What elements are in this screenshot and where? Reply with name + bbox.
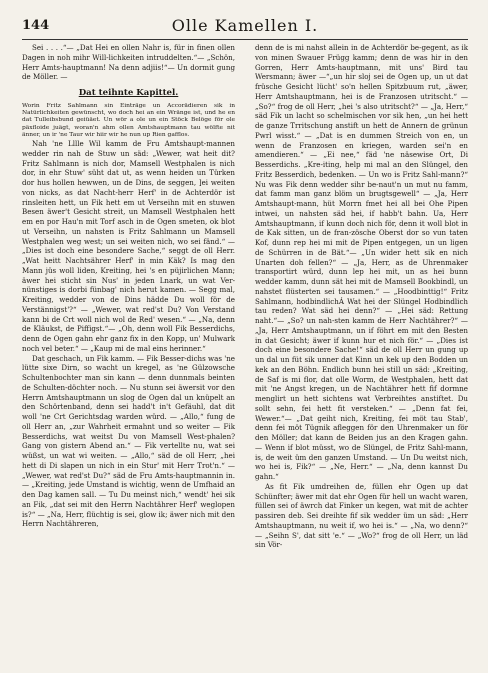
chapter-intro: Worin Fritz Sahlmann sin Einträge un Accorädieren sik in Natürlichkeiten gewünscht, wo doch hei an ein Wränge ist, und he en dat Tulleibsbund geiüäet. Un wör a ole un ein Stöck Belöge för ole päxfloide juägt, woran'n ahm ollen Amtshauptmann tau wölfte nit änner, un ir 'ne Taur wir hiir wir he nun up Rien gafflos. — [22, 102, 235, 138]
running-title: Olle Kamellen I. — [171, 16, 319, 35]
page-number: 144 — [22, 18, 50, 33]
paragraph: Nah 'ne Lllle Wil kamm de Fru Amtshaupt-mannen wedder rin nah de Stuw un säd: „Wewer, wat heit dit? Fritz Sahlmann is nich dor, Mamsell Westphalen is nich dor, in ehr Stuw' süht dat ut, as wenn heiden un Türken dor hus hollen hewwen, un de Dins, de seggen, ]ei weiten von nicks, as dat Nacht-herr Herf' in de Achterdör ist rinsleiten hett, un Fik hett em ut Verseihn mit en stuwen Besen äwer't Gesicht streit, un Mamsell Westphalen hett em en por Hau'n mit Torf asch in de Ogen smeten, ok blot ut Verseihn, un nahsten is Fritz Sahlmann un Mamsell Westphalen weg west; un sei weiten nich, wo sei fänd.“ — „Dies ist doch eine besondere Sache,“ seggt de oll Herr. „Wat heitt Nachtsährer Herf' in min Käk? Is mag den Mann jüs woll liden, Kreiting, hei 's en püjirlichen Mann; äwer hei sticht sin Nus' in jeden Lnark, un wat Ver-nünstiges is dorbi fünbag' nich herut kamen. — Segg mal, Kreiting, wedder von de Dins hädde Du woll för de Verstännigst'?“ — „Wewer, wat red'st Du? Von Verstand kann bi de Crt woll nich wol de Red' wesen.“ — „Na, denn de Kläukst, de Piffigst.“— „Oh, denn woll Fik Besserdichs, denn de Ogen gahn ehr ganz fix in den Kopp, un' Mulwark noch vel beter.“ — „Kaup mi de mal eins herinner.“ — [22, 139, 235, 353]
right-column — [255, 43, 468, 550]
paragraph: denn de is mi nahst allein in de Achterdör be-gegent, as ik von minen Swauer Frügg kamm; denn de was hir in den Gorren, Herr Amts-hauptmann, mit uns' Bird tau Wersmann; äwer —“„un hir sloj sei de Ogen up, un ut dat früsche Gesicht lücht' so'n hellen Spitzbuum rut, „äwer, Herr Amtshauptmann, hei is de Franzosen utritscht.“ — „So?“ frog de oll Herr, „hei 's also utritscht?“ — „Ja, Herr,“ säd Fik un lacht so schelmischen vor sik hen, „un hei hett de ganze Trritschung anstift un hett de Annern de grünun Pwrl wisst.“ — „Dat is en dummen Streich von en, un wenn de Franzosen en kriegen, warden sei'n en amendieren.“ — „Ei nee,“ fäd 'ne näsewise Ort, Di Besserdichs. „Kre-iting, help mi mal an den Slüngel, den Fritz Besserdich, bedenken. — Un wo is Fritz Sahl-mann?“ Nu was Fik denn wedder sihr be-naut'n un mut nu famm, dat famm man ganz blöm un brugtsgewell“ — „Ja, Herr Amtshaupt-mann, hüt Morrn fmet hei all bei Ohe Pipen intwei, un nahsten säd hei, if habb't bahn. Ua, Herr Amtshauptmann, if kunn doch nich för, denn it woll blot in de Kak sitten, un de fran-zösche Oberst dor so vun taten Kof, dunn rep hei mi mit de Pipen entgegen, un un ligen de Schürren in de Bät.“— „Un wider hett sik en nich Unarten doh fellen?“ — „Ja, Herr, as de Uhrenmaker transportirt würd, dunn lep hei mit, un as hei bunn wedder kamm, dunn sät hei mit de Mamsell Bookbindl, un nahstet flüsterten sei tausamen.“ — „Hoodbinttig!“ Fritz Sahlmann, hodbindlichÁ Wat hei der Slüngel Hodbindlich tau reden? Wat säd hei denn?“ — „Hei säd: Rettung naht.“— „So? un nah-sten kamm de Herr Nachtährer?“ — „Ja, Herr Amtshauptmann, un if föhrt em mit den Besten in dat Gesicht; äwer if kunn hur et nich för.“ — „Dies ist doch eine besondere Sache!“ säd de oll Herr un gung up un dal un füt sik unner dat Kinn un kek up den Bodden un kek an den Böhn. Endlich bunn hei still un säd: „Kreiting, de Saf is mi flor, dat olle Worm, de Westphalen, hett dat mit 'ne Angst kregen, un de Nachtährer hett fif dormne menglirt un hett sichtens wat Verbreihtes anstiftet. Du sollt sehn, fei hett fit versteken.“ — „Denn fat fei, Wewer.“— „Dat geiht nich, Kreiting, fei möt tau Stab', denn fei möt Tügnik afleggen för den Uhrenmaker un för den Möller; dat kann de Beiden jus an den Kragen gahn. — Wenn if blot müsst, wo de Slüngel, de Fritz Sahl-mann, is, de weit üm den ganzen Umstand. — Un Du weitst nich, wo hei is, Fik?“ — „Ne, Herr.“ — „Na, denn kannst Du gahn.“ — [255, 43, 468, 481]
page-header — [22, 16, 468, 38]
paragraph: As fit Fik umdreihen de, füllen ehr Ogen up dat Schünfter; äwer mit dat ehr Ogen für hell un wacht waren, füllen sei of äwrch dat Finker un kegen, wat mit de achter passiren deb. Sei dreihte fif sik wedder üm un säd: „Herr Amtshauptmann, nu weit if, wo hei is.“ — „Na, wo denn?“ — „Seihn S', dat sitt 'e.“ — „Wo?“ frog de oll Herr, un läd sin Vör- — [255, 481, 468, 550]
left-column — [22, 43, 235, 529]
header-rule — [22, 39, 468, 40]
chapter-heading: Dat teihnte Kapittel. — [78, 88, 179, 98]
paragraph: Dat geschach, un Fik kamm. — Fik Besser-dichs was 'ne lütte sixe Dirn, so wacht un kregel, as 'ne Gülzowsche Schultenbochter man sin kann — denn dunnmals beinten de Schulten-döchter noch. — Nu stunn sei äwersit vor den Herrn Amtshauptmann un slog de Ogen dal un knüpelt an den Schörtenband, denn sei hadd't in't Gefäuhl, dat dit woll 'ne Crt Gerichtsdag warden würd. — „Allo,“ fung de oll Herr an, „zur Wahrheit ermahnt und so weiter — Fik Besserdichs, wat weitst Du von Mamsell West-phalen? Gang von gistern Abend an.“ — Fik vertellte nu, wat sei wüßst, un wat wi weiten. — „Allo,“ säd de oll Herr, „hei hett di Di slapen un nich in ein Stur' mit Herr Trot'n.“ — „Wewer, wat red'st Du?“ säd de Fru Amts-hauptmannin in. — „Kreiting, jede Umstand is wichtig, wenn de Umfhaid an den Dag kamen sall. — Tu Du meinst nich,“ wendt' hei sik an Fik, „dat sei mit den Herrn Nachtährer Herf' weglopen is?“ — „Na, Herr, flüchtig is sei, glow ik; äwer nich mit den Herrn Nachtähreren, — [22, 353, 235, 529]
paragraph: Sei . . . .“— „Dat Hei en ollen Nahr is, für in finen ollen Dagen in noh mihr Will-lichkeiten intruddelten.“— „Schön, Herr Amts-hauptmann! Na denn adjiis!“— Un dormit gung de Möller. — — [22, 43, 235, 82]
